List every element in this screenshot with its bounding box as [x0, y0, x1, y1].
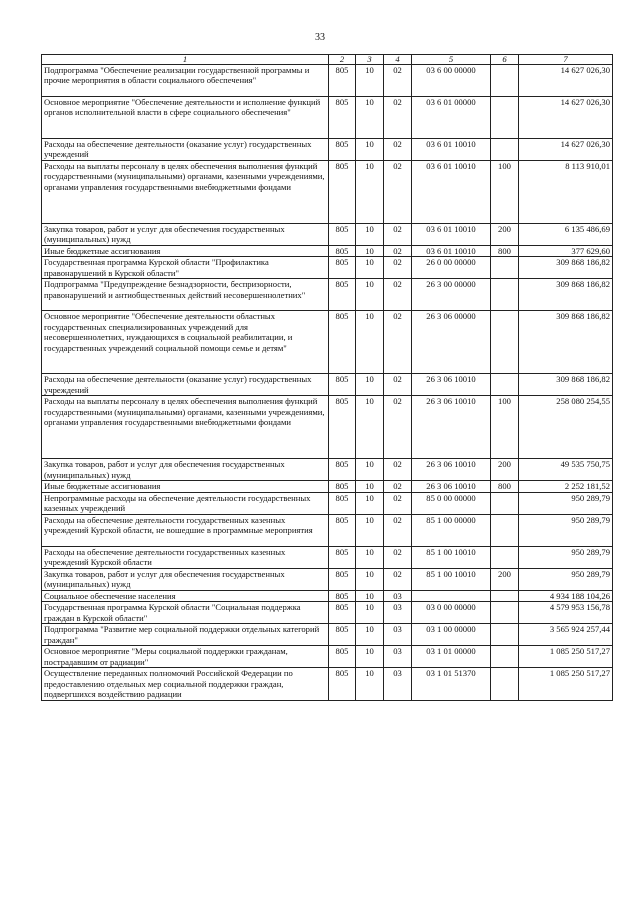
row-subsection: 03 — [384, 668, 412, 700]
row-name: Иные бюджетные ассигнования — [42, 245, 329, 256]
row-subsection: 02 — [384, 481, 412, 492]
row-section: 10 — [356, 668, 384, 700]
row-target-code: 26 0 00 00000 — [412, 257, 491, 279]
row-expense-type — [491, 624, 519, 646]
row-target-code: 26 3 00 00000 — [412, 279, 491, 311]
row-section: 10 — [356, 97, 384, 139]
table-row — [42, 245, 613, 256]
row-amount: 258 080 254,55 — [519, 396, 613, 459]
row-name: Основное мероприятие "Меры социальной поддержки гражданам, пострадавшим от радиации" — [42, 646, 329, 668]
row-amount: 950 289,79 — [519, 546, 613, 568]
row-subsection: 02 — [384, 546, 412, 568]
row-subsection: 02 — [384, 568, 412, 590]
row-name: Основное мероприятие "Обеспечение деятельности областных государственных специализированных учреждений для несовершеннолетних, нуждающихся в социальной реабилитации, и государственных учреждений социальной помощи семье и детям" — [42, 311, 329, 374]
row-target-code: 03 6 01 10010 — [412, 223, 491, 245]
row-section: 10 — [356, 374, 384, 396]
row-expense-type — [491, 257, 519, 279]
row-expense-type — [491, 374, 519, 396]
row-section: 10 — [356, 514, 384, 546]
row-subsection: 02 — [384, 223, 412, 245]
row-subsection: 02 — [384, 374, 412, 396]
row-target-code: 26 3 06 10010 — [412, 481, 491, 492]
header-cell: 4 — [384, 55, 412, 65]
row-name: Расходы на обеспечение деятельности (оказание услуг) государственных учреждений — [42, 374, 329, 396]
row-subsection: 02 — [384, 492, 412, 514]
header-cell: 6 — [491, 55, 519, 65]
row-name: Расходы на обеспечение деятельности (оказание услуг) государственных учреждений — [42, 139, 329, 161]
row-amount: 3 565 924 257,44 — [519, 624, 613, 646]
header-cell: 3 — [356, 55, 384, 65]
row-section: 10 — [356, 492, 384, 514]
table-row — [42, 590, 613, 601]
row-target-code: 85 1 00 10010 — [412, 568, 491, 590]
row-code: 805 — [329, 160, 356, 223]
budget-table — [41, 54, 613, 701]
row-section: 10 — [356, 590, 384, 601]
row-name: Подпрограмма "Предупреждение безнадзорности, беспризорности, правонарушений и антиобщественных действий несовершеннолетних" — [42, 279, 329, 311]
row-code: 805 — [329, 481, 356, 492]
table-row — [42, 139, 613, 161]
row-amount: 4 579 953 156,78 — [519, 602, 613, 624]
table-row — [42, 568, 613, 590]
row-expense-type — [491, 311, 519, 374]
row-name: Расходы на выплаты персоналу в целях обеспечения выполнения функций государственными (муниципальными) органами, казенными учреждениями, органами управления государственными внебюджетными фондами — [42, 160, 329, 223]
row-target-code: 85 1 00 00000 — [412, 514, 491, 546]
row-code: 805 — [329, 492, 356, 514]
row-section: 10 — [356, 568, 384, 590]
row-section: 10 — [356, 257, 384, 279]
row-expense-type — [491, 279, 519, 311]
row-amount: 49 535 750,75 — [519, 459, 613, 481]
row-code: 805 — [329, 459, 356, 481]
row-expense-type — [491, 492, 519, 514]
row-section: 10 — [356, 546, 384, 568]
row-section: 10 — [356, 624, 384, 646]
row-subsection: 02 — [384, 97, 412, 139]
row-expense-type: 200 — [491, 223, 519, 245]
table-row — [42, 311, 613, 374]
row-target-code — [412, 590, 491, 601]
row-name: Основное мероприятие "Обеспечение деятельности и исполнение функций органов исполнительной власти в сфере социального обеспечения" — [42, 97, 329, 139]
row-amount: 1 085 250 517,27 — [519, 646, 613, 668]
row-name: Иные бюджетные ассигнования — [42, 481, 329, 492]
header-cell: 1 — [42, 55, 329, 65]
table-row — [42, 97, 613, 139]
row-amount: 950 289,79 — [519, 514, 613, 546]
table-row — [42, 546, 613, 568]
table-row — [42, 668, 613, 700]
row-subsection: 03 — [384, 590, 412, 601]
page-number: 33 — [315, 32, 325, 43]
row-code: 805 — [329, 279, 356, 311]
row-target-code: 03 6 01 00000 — [412, 97, 491, 139]
row-subsection: 02 — [384, 139, 412, 161]
row-code: 805 — [329, 602, 356, 624]
header-cell: 7 — [519, 55, 613, 65]
row-expense-type — [491, 97, 519, 139]
row-expense-type: 200 — [491, 568, 519, 590]
row-name: Социальное обеспечение населения — [42, 590, 329, 601]
row-target-code: 03 0 00 00000 — [412, 602, 491, 624]
row-subsection: 02 — [384, 160, 412, 223]
row-target-code: 03 6 01 10010 — [412, 245, 491, 256]
row-amount: 950 289,79 — [519, 568, 613, 590]
row-code: 805 — [329, 257, 356, 279]
row-code: 805 — [329, 568, 356, 590]
row-target-code: 26 3 06 10010 — [412, 374, 491, 396]
row-section: 10 — [356, 245, 384, 256]
row-target-code: 26 3 06 00000 — [412, 311, 491, 374]
table-row — [42, 160, 613, 223]
row-section: 10 — [356, 481, 384, 492]
row-expense-type: 100 — [491, 396, 519, 459]
row-subsection: 02 — [384, 257, 412, 279]
row-section: 10 — [356, 396, 384, 459]
row-target-code: 85 1 00 10010 — [412, 546, 491, 568]
table-row — [42, 492, 613, 514]
row-code: 805 — [329, 624, 356, 646]
table-row — [42, 459, 613, 481]
row-target-code: 03 1 00 00000 — [412, 624, 491, 646]
row-name: Закупка товаров, работ и услуг для обеспечения государственных (муниципальных) нужд — [42, 568, 329, 590]
row-amount: 14 627 026,30 — [519, 65, 613, 97]
row-section: 10 — [356, 65, 384, 97]
row-subsection: 02 — [384, 514, 412, 546]
row-name: Подпрограмма "Обеспечение реализации государственной программы и прочие мероприятия в области социального обеспечения" — [42, 65, 329, 97]
row-amount: 14 627 026,30 — [519, 139, 613, 161]
row-amount: 309 868 186,82 — [519, 311, 613, 374]
row-amount: 309 868 186,82 — [519, 257, 613, 279]
row-subsection: 02 — [384, 311, 412, 374]
row-amount: 2 252 181,52 — [519, 481, 613, 492]
row-target-code: 03 6 01 10010 — [412, 139, 491, 161]
row-subsection: 02 — [384, 459, 412, 481]
row-amount: 4 934 188 104,26 — [519, 590, 613, 601]
row-expense-type — [491, 602, 519, 624]
row-target-code: 03 1 01 00000 — [412, 646, 491, 668]
row-expense-type — [491, 139, 519, 161]
row-section: 10 — [356, 311, 384, 374]
row-amount: 1 085 250 517,27 — [519, 668, 613, 700]
table-row — [42, 279, 613, 311]
table-row — [42, 374, 613, 396]
row-expense-type — [491, 590, 519, 601]
row-name: Расходы на обеспечение деятельности государственных казенных учреждений Курской области, не вошедшие в программные мероприятия — [42, 514, 329, 546]
table-row — [42, 396, 613, 459]
row-target-code: 03 6 01 10010 — [412, 160, 491, 223]
row-amount: 309 868 186,82 — [519, 279, 613, 311]
row-name: Закупка товаров, работ и услуг для обеспечения государственных (муниципальных) нужд — [42, 223, 329, 245]
row-code: 805 — [329, 646, 356, 668]
row-section: 10 — [356, 459, 384, 481]
row-subsection: 03 — [384, 646, 412, 668]
table-row — [42, 65, 613, 97]
row-code: 805 — [329, 668, 356, 700]
row-amount: 6 135 486,69 — [519, 223, 613, 245]
row-code: 805 — [329, 223, 356, 245]
row-code: 805 — [329, 514, 356, 546]
row-section: 10 — [356, 139, 384, 161]
row-section: 10 — [356, 279, 384, 311]
row-amount: 309 868 186,82 — [519, 374, 613, 396]
header-row — [42, 55, 613, 65]
row-section: 10 — [356, 602, 384, 624]
row-expense-type — [491, 546, 519, 568]
row-subsection: 02 — [384, 279, 412, 311]
row-name: Государственная программа Курской области "Профилактика правонарушений в Курской области" — [42, 257, 329, 279]
row-section: 10 — [356, 223, 384, 245]
row-target-code: 03 6 00 00000 — [412, 65, 491, 97]
row-subsection: 03 — [384, 624, 412, 646]
row-code: 805 — [329, 65, 356, 97]
table-row — [42, 257, 613, 279]
row-code: 805 — [329, 245, 356, 256]
row-amount: 14 627 026,30 — [519, 97, 613, 139]
row-name: Расходы на обеспечение деятельности государственных казенных учреждений Курской области — [42, 546, 329, 568]
row-amount: 377 629,60 — [519, 245, 613, 256]
table-row — [42, 602, 613, 624]
row-section: 10 — [356, 646, 384, 668]
row-code: 805 — [329, 97, 356, 139]
row-expense-type — [491, 514, 519, 546]
row-name: Закупка товаров, работ и услуг для обеспечения государственных (муниципальных) нужд — [42, 459, 329, 481]
table-row — [42, 223, 613, 245]
row-subsection: 02 — [384, 245, 412, 256]
row-target-code: 26 3 06 10010 — [412, 396, 491, 459]
row-code: 805 — [329, 311, 356, 374]
row-code: 805 — [329, 139, 356, 161]
row-code: 805 — [329, 546, 356, 568]
row-expense-type: 100 — [491, 160, 519, 223]
row-expense-type — [491, 65, 519, 97]
row-name: Подпрограмма "Развитие мер социальной поддержки отдельных категорий граждан" — [42, 624, 329, 646]
row-code: 805 — [329, 396, 356, 459]
row-section: 10 — [356, 160, 384, 223]
row-code: 805 — [329, 374, 356, 396]
row-expense-type — [491, 668, 519, 700]
row-subsection: 02 — [384, 65, 412, 97]
row-expense-type: 800 — [491, 245, 519, 256]
table-row — [42, 624, 613, 646]
row-subsection: 03 — [384, 602, 412, 624]
row-target-code: 26 3 06 10010 — [412, 459, 491, 481]
row-expense-type: 800 — [491, 481, 519, 492]
row-target-code: 03 1 01 51370 — [412, 668, 491, 700]
table-row — [42, 646, 613, 668]
row-subsection: 02 — [384, 396, 412, 459]
header-cell: 5 — [412, 55, 491, 65]
row-name: Государственная программа Курской области "Социальная поддержка граждан в Курской области" — [42, 602, 329, 624]
header-cell: 2 — [329, 55, 356, 65]
table-row — [42, 481, 613, 492]
row-expense-type — [491, 646, 519, 668]
row-target-code: 85 0 00 00000 — [412, 492, 491, 514]
row-name: Расходы на выплаты персоналу в целях обеспечения выполнения функций государственными (муниципальными) органами, казенными учреждениями, органами управления государственными внебюджетными фондами — [42, 396, 329, 459]
row-expense-type: 200 — [491, 459, 519, 481]
row-name: Непрограммные расходы на обеспечение деятельности государственных казенных учреждений — [42, 492, 329, 514]
row-amount: 8 113 910,01 — [519, 160, 613, 223]
row-name: Осуществление переданных полномочий Российской Федерации по предоставлению отдельных мер социальной поддержки граждан, подвергшихся воздействию радиации — [42, 668, 329, 700]
row-amount: 950 289,79 — [519, 492, 613, 514]
row-code: 805 — [329, 590, 356, 601]
table-row — [42, 514, 613, 546]
